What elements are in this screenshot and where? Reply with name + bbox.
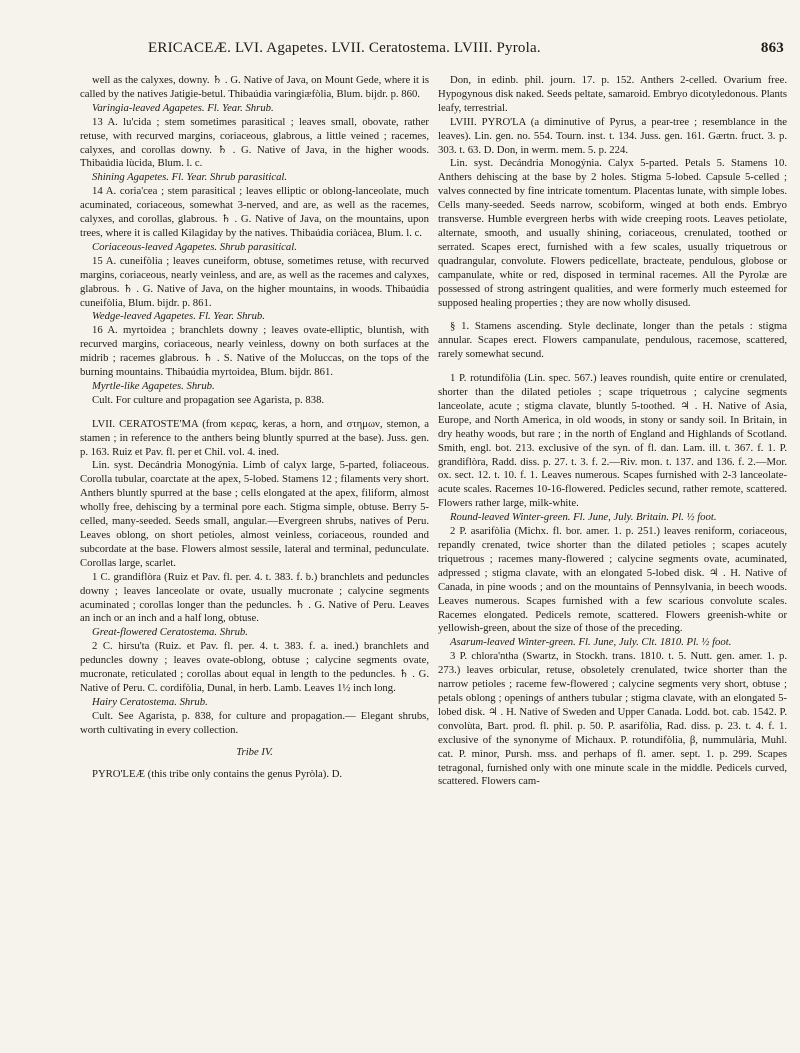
paragraph: well as the calyxes, downy. ♄ . G. Native of Java, on Mount Gede, where it is called by the natives Jatigie-betul. Thibaúdia varingiæfòlia, Blum. bijdr. p. 860. (80, 74, 429, 100)
common-name: Great-flowered Ceratostema. Shrub. (92, 626, 248, 639)
common-name: Myrtle-like Agapetes. Shrub. (92, 379, 215, 392)
common-name: Asarum-leaved Winter-green. Fl. June, July. Clt. 1810. Pl. ½ foot. (450, 636, 732, 649)
running-title: ERICACEÆ. LVI. Agapetes. LVII. Ceratostema. LVIII. Pyrola. (148, 40, 541, 56)
common-name: Hairy Ceratostema. Shrub. (92, 695, 208, 708)
species-entry: 16 A. myrtoìdea ; branchlets downy ; leaves ovate-elliptic, bluntish, with recurved margins, coriaceous, nearly veinless, downy on both surfaces at the midrib ; racemes glabrous. ♄ . S. Native of the Moluccas, on the tops of the burning mountains. Thibaúdia myrtoìdea, Blum. bijdr. 861. (80, 324, 429, 379)
running-header (78, 40, 784, 60)
species-entry: 3 P. chlora'ntha (Swartz, in Stockh. trans. 1810. t. 5. Nutt. gen. amer. 1. p. 273.) leaves orbicular, retuse, obsoletely crenulated, twice shorter than the narrow petioles ; raceme few-flowered ; calycine segments very short, obtuse ; petals oblong ; openings of anthers tubular ; stigma clavate, with an elongated 5-lobed disk. ♃ . H. Native of Sweden and Upper Canada. Lodd. bot. cab. 1542. P. convolùta, Bart. prod. fl. phil. p. 50. P. asarifòlia, Rad. diss. p. 23. t. 4. f. 1. exclusive of the synonyme of Michaux. P. rotundifòlia, β, nummulària, Muhl. cat. P. mìnor, Pursh. mss. and perhaps of fl. amer. sept. 1. p. 299. Scapes tetragonal, furnished only with one minute scale in the middle. Pedicels curved, scattered. Flowers cam- (438, 650, 787, 788)
species-entry: 15 A. cuneifòlia ; leaves cuneiform, obtuse, sometimes retuse, with recurved margins, coriaceous, nearly veinless, and are, as well as the racemes and calyxes, glabrous. ♄ . G. Native of Java, on the higher mountains, in woods. Thibaúdia cuneifòlia, Blum. bijdr. p. 861. (80, 254, 429, 309)
common-name: Shining Agapetes. Fl. Year. Shrub parasitical. (92, 171, 288, 184)
section-heading: § 1. Stamens ascending. Style declinate, longer than the petals : stigma annular. Scapes erect. Flowers campanulate, pendulous, racemose, scattered, rarely somewhat secund. (438, 320, 787, 361)
common-name: Wedge-leaved Agapetes. Fl. Year. Shrub. (92, 310, 265, 323)
genus-heading: LVII. CERATOSTE'MA (from κερας, keras, a horn, and στημων, stemon, a stamen ; in reference to the anthers being bluntly spurred at the base). Juss. gen. p. 163. Ruiz et Pav. fl. per et Chil. vol. 4. ined. (80, 417, 429, 458)
species-entry: 2 P. asarifòlia (Michx. fl. bor. amer. 1. p. 251.) leaves reniform, coriaceous, repandly crenated, twice shorter than the dilated petioles ; scapes acutely triquetrous ; racemes many-flowered ; calycine segments ovate, acuminated, adpressed ; stigma clavate, with an elongated 5-lobed disk. ♃ . H. Native of Canada, in pine woods ; and on the mountains of Pennsylvania, in beech woods. Leaves numerous. Scapes furnished with a few scarious convolute scales. Racemes elongated. Pedicels remote, scattered. Flowers greenish-white or yellowish-green, about the size of those of the preceding. (438, 525, 787, 635)
common-name: Coriaceous-leaved Agapetes. Shrub parasitical. (92, 240, 297, 253)
page-number: 863 (760, 40, 784, 56)
paragraph: Don, in edinb. phil. journ. 17. p. 152. Anthers 2-celled. Ovarium free. Hypogynous disk naked. Seeds peltate, samaroid. Embryo dicotyledonous. Plants leafy, terrestrial. (438, 74, 787, 114)
species-entry: 13 A. lu'cida ; stem sometimes parasitical ; leaves small, obovate, rather retuse, with recurved margins, coriaceous, glabrous, a little veined ; racemes, calyxes, and corollas downy. ♄ . G. Native of Java, in the higher woods. Thibaúdia lùcida, Blum. l. c. (80, 115, 429, 170)
tribe-description: PYRO'LEÆ (this tribe only contains the genus Pyròla). D. (92, 767, 343, 780)
cultivation-note: Cult. For culture and propagation see Agarista, p. 838. (92, 393, 325, 406)
tribe-heading: Tribe IV. (236, 745, 273, 758)
species-entry: 14 A. coria'cea ; stem parasitical ; leaves elliptic or oblong-lanceolate, much acuminated, coriaceous, somewhat 3-nerved, and are, as well as the racemes, calyxes, and corollas, glabrous. ♄ . G. Native of Java, on the mountains, upon trees, where it is called Kilagiday by the natives. Thibaúdia coriàcea, Blum. l. c. (80, 185, 429, 239)
species-entry: 1 C. grandiflòra (Ruiz et Pav. fl. per. 4. t. 383. f. b.) branchlets and peduncles downy ; leaves lanceolate or ovate, usually mucronate ; calycine segments acuminated ; corollas longer than the peduncles. ♄ . G. Native of Peru. Leaves an inch or an inch and a half long, obtuse. (80, 570, 429, 625)
species-entry: 1 P. rotundifòlia (Lin. spec. 567.) leaves roundish, quite entire or crenulated, shorter than the dilated petioles ; scape triquetrous ; calycine segments lanceolate, acute ; stigma clavate, bluntly 5-toothed. ♃ . H. Native of Asia, Europe, and North America, in old woods, in stony or sandy soil. In Britain, in dry heathy woods, but rare ; in the north of England and Highlands of Scotland. Smith, engl. bot. 213. exclusive of the syn. of fl. dan. Lam. ill. t. 367. f. 1. P. grandiflòra, Radd. diss. p. 27. t. 3. f. 2.—Riv. mon. t. 137. and 136. f. 2.—Mor. ox. sect. 12. t. 10. f. 1. Leaves numerous. Scapes furnished with 2-3 lanceolate-acute scales. Racemes 10-16-flowered. Pedicles secund, rather remote, scattered. Flowers rather large, milk-white. (438, 372, 787, 510)
genus-heading: LVIII. PYRO'LA (a diminutive of Pyrus, a pear-tree ; resemblance in the leaves). Lin. gen. no. 554. Tourn. inst. t. 134. Juss. gen. 161. Gærtn. fruct. 3. p. 303. t. 63. D. Don, in werm. mem. 5. p. 224. (438, 115, 787, 156)
common-name: Round-leaved Winter-green. Fl. June, July. Britain. Pl. ½ foot. (450, 511, 717, 524)
common-name: Varingia-leaved Agapetes. Fl. Year. Shrub. (92, 101, 274, 114)
genus-description: Lin. syst. Decándria Monogýnia. Limb of calyx large, 5-parted, foliaceous. Corolla tubular, coarctate at the apex, 5-lobed. Stamens 12 ; filaments very short. Anthers bluntly spurred at the base ; cells elongated at the apex, filiform, almost wholly free, dehiscing by a terminal pore each. Stigma simple, obtuse. Berry 5-celled, many-seeded. Seeds small, angular.—Evergreen shrubs, natives of Peru. Leaves oblong, on short petioles, almost veinless, coriaceous, rounded and subcordate at the base. Flowers almost sessile, lateral and terminal, pedunculate. Corollas large, scarlet. (80, 459, 429, 569)
species-entry: 2 C. hirsu'ta (Ruiz. et Pav. fl. per. 4. t. 383. f. a. ined.) branchlets and peduncles downy ; leaves ovate-oblong, obtuse ; calycine segments ovate, mucronate, reticulated ; corollas about equal in length to the peduncles. ♄ . G. Native of Peru. C. cordifòlia, Dunal, in herb. Lamb. Leaves 1½ inch long. (80, 640, 429, 694)
genus-description: Lin. syst. Decándria Monogýnia. Calyx 5-parted. Petals 5. Stamens 10. Anthers dehiscing at the base by 2 holes. Stigma 5-lobed. Capsule 5-celled ; valves connected by fine intricate tomentum. Placentas lunate, with simple lobes. Cells many-seeded. Seeds narrow, scobiform, winged at both ends. Embryo transverse. Humble evergreen herbs with wide creeping roots. Leaves petiolate, alternate, smooth, and usually shining, coriaceous, crenulated, toothed or serrated. Scapes erect, furnished with a few scales, usually triquetrous or quadrangular, convolute. Flowers pedicellate, bracteate, pendulous, globose or campanulate, white or red, disposed in terminal racemes. All the Pyrolæ are possessed of strong astringent qualities, and were formerly much esteemed for supposed healing properties ; they are now wholly disused. (438, 157, 787, 309)
right-column (438, 74, 787, 789)
left-column (80, 74, 429, 781)
cultivation-note: Cult. See Agarista, p. 838, for culture and propagation.— Elegant shrubs, worth cultivating in every collection. (80, 709, 429, 736)
